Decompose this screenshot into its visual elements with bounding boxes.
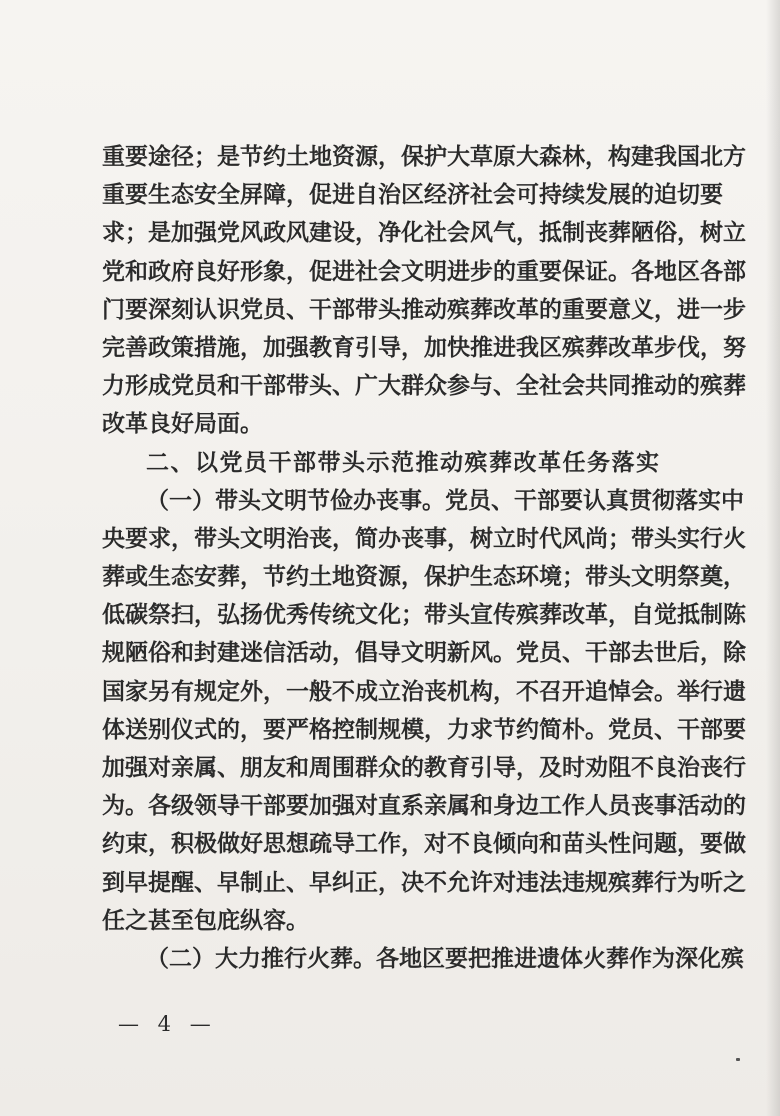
section-heading: 二、以党员干部带头示范推动殡葬改革任务落实 (146, 448, 661, 476)
paragraph-line: 体送别仪式的，要严格控制规模，力求节约简朴。党员、干部要 (102, 715, 746, 743)
paragraph-line: 党和政府良好形象，促进社会文明进步的重要保证。各地区各部 (102, 257, 746, 285)
paragraph-line: 低碳祭扫，弘扬优秀传统文化；带头宣传殡葬改革，自觉抵制陈 (102, 601, 746, 629)
subsection-text: 党员、干部要认真贯彻落实中 (445, 486, 744, 514)
document-body (102, 138, 746, 978)
paragraph-line: 规陋俗和封建迷信活动，倡导文明新风。党员、干部去世后，除 (102, 639, 746, 667)
paragraph-line: 任之甚至包庇纵容。 (102, 906, 309, 934)
paragraph-line: 到早提醒、早制止、早纠正，决不允许对违法违规殡葬行为听之 (102, 868, 746, 896)
paragraph-line: 门要深刻认识党员、干部带头推动殡葬改革的重要意义，进一步 (102, 295, 746, 323)
subsection-text: 各地区要把推进遗体火葬作为深化殡 (376, 944, 744, 972)
page-number: — 4 — (118, 1012, 217, 1036)
paragraph-line: 约束，积极做好思想疏导工作，对不良倾向和苗头性问题，要做 (102, 830, 746, 858)
subsection-title: （一）带头文明节俭办丧事。 (146, 486, 445, 514)
subsection-first-line (102, 940, 744, 978)
subsection-first-line (102, 482, 744, 520)
paragraph-line: 央要求，带头文明治丧，简办丧事，树立时代风尚；带头实行火 (102, 524, 746, 552)
paragraph-line: 为。各级领导干部要加强对直系亲属和身边工作人员丧事活动的 (102, 792, 746, 820)
paragraph-line: 国家另有规定外，一般不成立治丧机构，不召开追悼会。举行遗 (102, 677, 746, 705)
subsection-title: （二）大力推行火葬。 (146, 944, 376, 972)
paragraph-line: 加强对亲属、朋友和周围群众的教育引导，及时劝阻不良治丧行 (102, 754, 746, 781)
paragraph-line: 改革良好局面。 (102, 410, 263, 438)
paragraph-line: 重要途径；是节约土地资源，保护大草原大森林，构建我国北方 (102, 143, 746, 170)
paragraph-line: 力形成党员和干部带头、广大群众参与、全社会共同推动的殡葬 (102, 372, 746, 400)
paragraph-line: 葬或生态安葬，节约土地资源，保护生态环境；带头文明祭奠， (102, 563, 746, 591)
paragraph-line: 完善政策措施，加强教育引导，加快推进我区殡葬改革步伐，努 (102, 333, 746, 361)
paragraph-line: 重要生态安全屏障，促进自治区经济社会可持续发展的迫切要 (102, 181, 723, 209)
scan-speck (736, 1058, 740, 1061)
paragraph-line: 求；是加强党风政风建设，净化社会风气，抵制丧葬陋俗，树立 (102, 219, 746, 247)
